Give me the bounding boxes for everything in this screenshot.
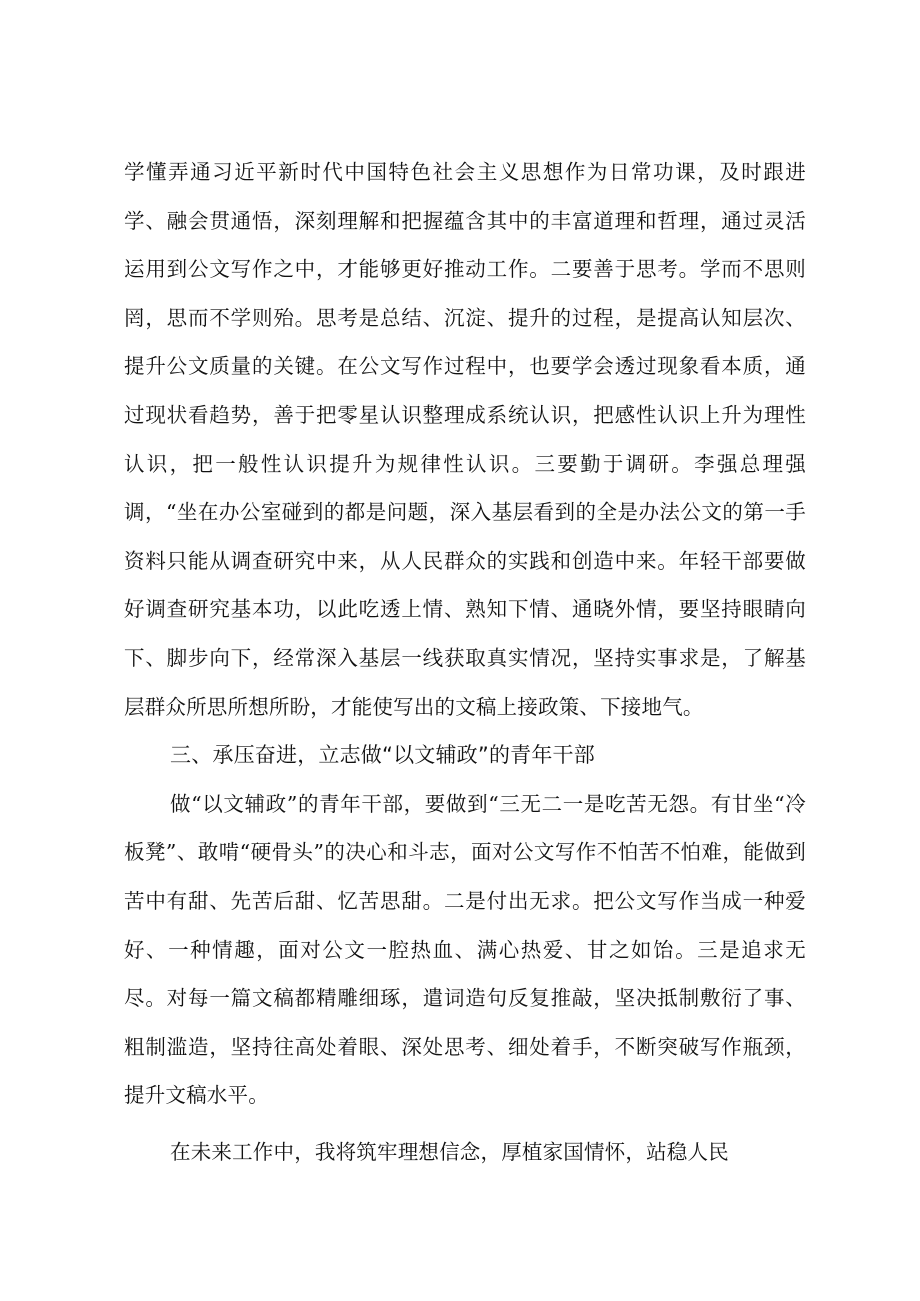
paragraph-gap — [124, 1120, 806, 1128]
section-heading-3: 三、承压奋进，立志做“以文辅政”的青年干部 — [170, 743, 595, 768]
body-paragraph-continued: 学懂弄通习近平新时代中国特色社会主义思想作为日常功课，及时跟进学、融会贯通悟，深刻理解和把握蕴含其中的丰富道理和哲理，通过灵活运用到公文写作之中，才能够更好推动工作。二要善于思考。学而不思则罔，思而不学则殆。思考是总结、沉淀、提升的过程，是提高认知层次、提升公文质量的关键。在公文写作过程中，也要学会透过现象看本质，通过现状看趋势，善于把零星认识整理成系统认识，把感性认识上升为理性认识，把一般性认识提升为规律性认识。三要勤于调研。李强总理强调，“坐在办公室碰到的都是问题，深入基层看到的全是办法公文的第一手资料只能从调查研究中来，从人民群众的实践和创造中来。年轻干部要做好调查研究基本功，以此吃透上情、熟知下情、通晓外情，要坚持眼睛向下、脚步向下，经常深入基层一线获取真实情况，坚持实事求是，了解基层群众所思所想所盼，才能使写出的文稿上接政策、下接地气。 — [124, 160, 806, 719]
document-body — [124, 148, 806, 1176]
body-paragraph-closing: 在未来工作中，我将筑牢理想信念，厚植家国情怀，站稳人民 — [170, 1139, 729, 1164]
body-paragraph-section-3: 做“以文辅政”的青年干部，要做到“三无二一是吃苦无怨。有甘坐“冷板凳”、敢啃“硬骨头”的决心和斗志，面对公文写作不怕苦不怕难，能做到苦中有甜、先苦后甜、忆苦思甜。二是付出无求。把公文写作当成一种爱好、一种情趣，面对公文一腔热血、满心热爱、甘之如饴。三是追求无尽。对每一篇文稿都精雕细琢，遣词造句反复推敲，坚决抵制敷衍了事、粗制滥造，坚持往高处着眼、深处思考、细处着手，不断突破写作瓶颈，提升文稿水平。 — [124, 791, 806, 1108]
